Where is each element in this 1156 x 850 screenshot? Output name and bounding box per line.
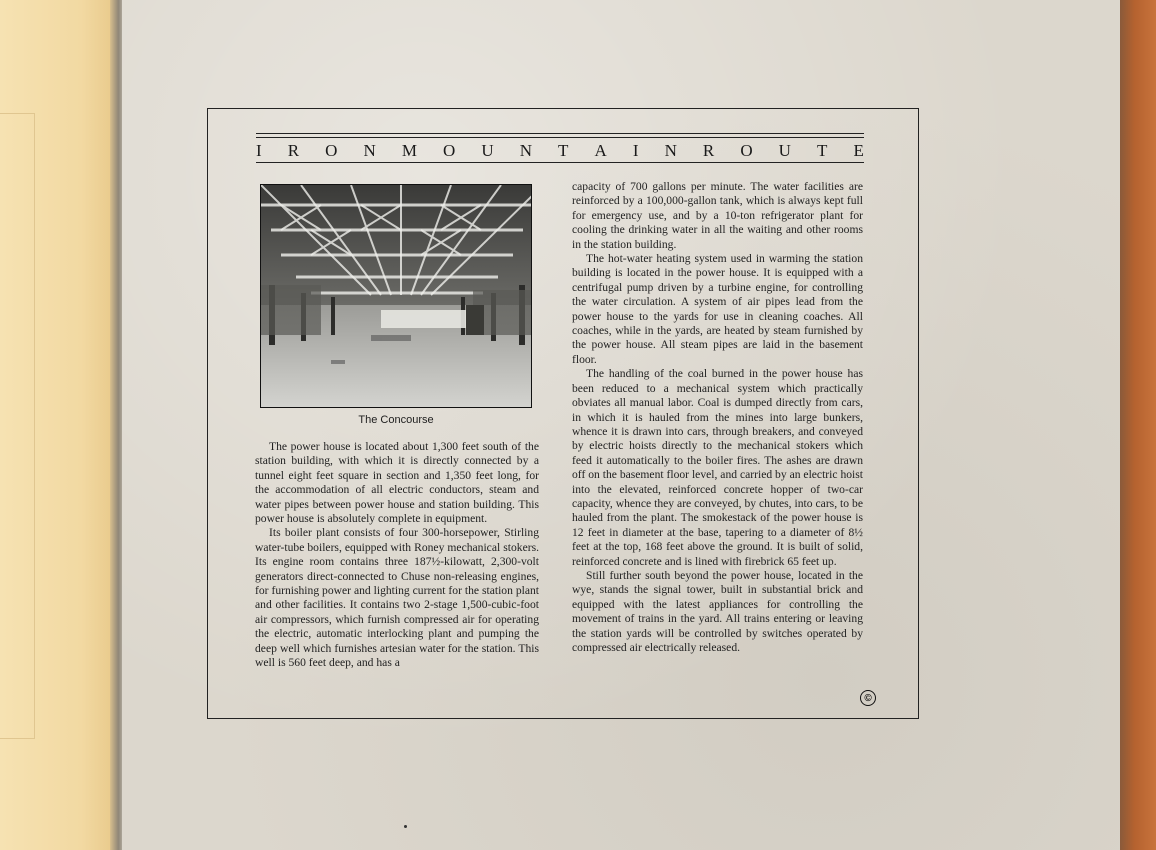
paragraph: The hot-water heating system used in warming the station building is located in the power house. It is equipped with a centrifugal pump driven by a turbine engine, for controlling the water circulation. A system of air pipes lead from the power house to the yards for use in cleaning coaches. All coaches, while in the yards, are heated by steam furnished by the power house. All steam pipes are laid in the basement floor. [572, 252, 863, 366]
left-text-column [255, 440, 539, 671]
running-head-letter: O [443, 141, 456, 160]
running-head-letter: M [401, 141, 417, 160]
left-page-edge [0, 0, 116, 850]
left-page-margin-frame [0, 113, 35, 739]
running-head-letter: R [287, 141, 300, 160]
running-head-letter: U [481, 141, 494, 160]
running-head-letter: N [664, 141, 677, 160]
paragraph: capacity of 700 gallons per minute. The water facilities are reinforced by a 100,000-gallon tank, which is always kept full for emergency use, and by a 10-ton refrigerator plant for cooling the drinking water in all the waiting and other rooms in the station building. [572, 180, 863, 251]
concourse-photo [260, 184, 532, 408]
running-head [256, 142, 864, 160]
header-rule-top-double [256, 137, 864, 138]
running-head-letter: T [558, 141, 569, 160]
running-head-letter: N [519, 141, 532, 160]
running-head-letter: O [740, 141, 753, 160]
paragraph: Still further south beyond the power house, located in the wye, stands the signal tower, built in substantial brick and equipped with the latest appliances for controlling the movement of trains in the yard. All trains entering or leaving the station yards will be controlled by switches operated by compressed air electrically released. [572, 568, 863, 654]
paragraph: The handling of the coal burned in the power house has been reduced to a mechanical system which practically obviates all manual labor. Coal is dumped directly from cars, in which it is hauled from the mines into large bunkers, whence it is drawn into cars, through breakers, and conveyed by electric hoists directly to the mechanical stokers which feed it automatically to the boiler fires. The ashes are drawn off on the basement floor level, and carried by an electric hoist into the elevated, reinforced concrete hopper of two-car capacity, whence they are conveyed, by chutes, into cars, to be hauled from the plant. The smokestack of the power house is 12 feet in diameter at the base, tapering to a diameter of 8½ feet at the top, 168 feet above the ground. It is built of solid, reinforced concrete and is lined with firebrick 65 feet up. [572, 367, 863, 568]
running-head-letter: I [256, 141, 262, 160]
copyright-mark: © [860, 690, 876, 706]
running-head-letter: E [853, 141, 864, 160]
page-speck [404, 825, 407, 828]
photo-caption: The Concourse [358, 414, 434, 426]
running-head-letter: N [363, 141, 376, 160]
paragraph: Its boiler plant consists of four 300-horsepower, Stirling water-tube boilers, equipped with Roney mechanical stokers. Its engine room contains three 187½-kilowatt, 2,300-volt generators direct-connected to Chuse non-releasing engines, for furnishing power and lighting current for the station plant and other facilities. It contains two 2-stage 1,500-cubic-foot air compressors, which furnish compressed air for operating the electric, automatic interlocking plant and pumping the deep well which furnishes artesian water for the station. This well is 560 feet deep, and has a [255, 526, 539, 670]
running-head-letter: A [594, 141, 607, 160]
paragraph: The power house is located about 1,300 feet south of the station building, with which it is directly connected by a tunnel eight feet square in section and 1,350 feet long, for the accommodation of all electric conductors, steam and water pipes between power house and station building. This power house is absolutely complete in equipment. [255, 440, 539, 526]
running-head-letter: T [817, 141, 828, 160]
running-head-letter: R [702, 141, 715, 160]
running-head-letter: U [778, 141, 791, 160]
book-cover-edge [1120, 0, 1156, 850]
running-head-letter: O [325, 141, 338, 160]
right-text-column [572, 180, 863, 655]
header-rule-top [256, 133, 864, 134]
running-head-letter: I [632, 141, 639, 160]
header-rule-bottom [256, 162, 864, 163]
concourse-photo-drawing [261, 185, 532, 408]
